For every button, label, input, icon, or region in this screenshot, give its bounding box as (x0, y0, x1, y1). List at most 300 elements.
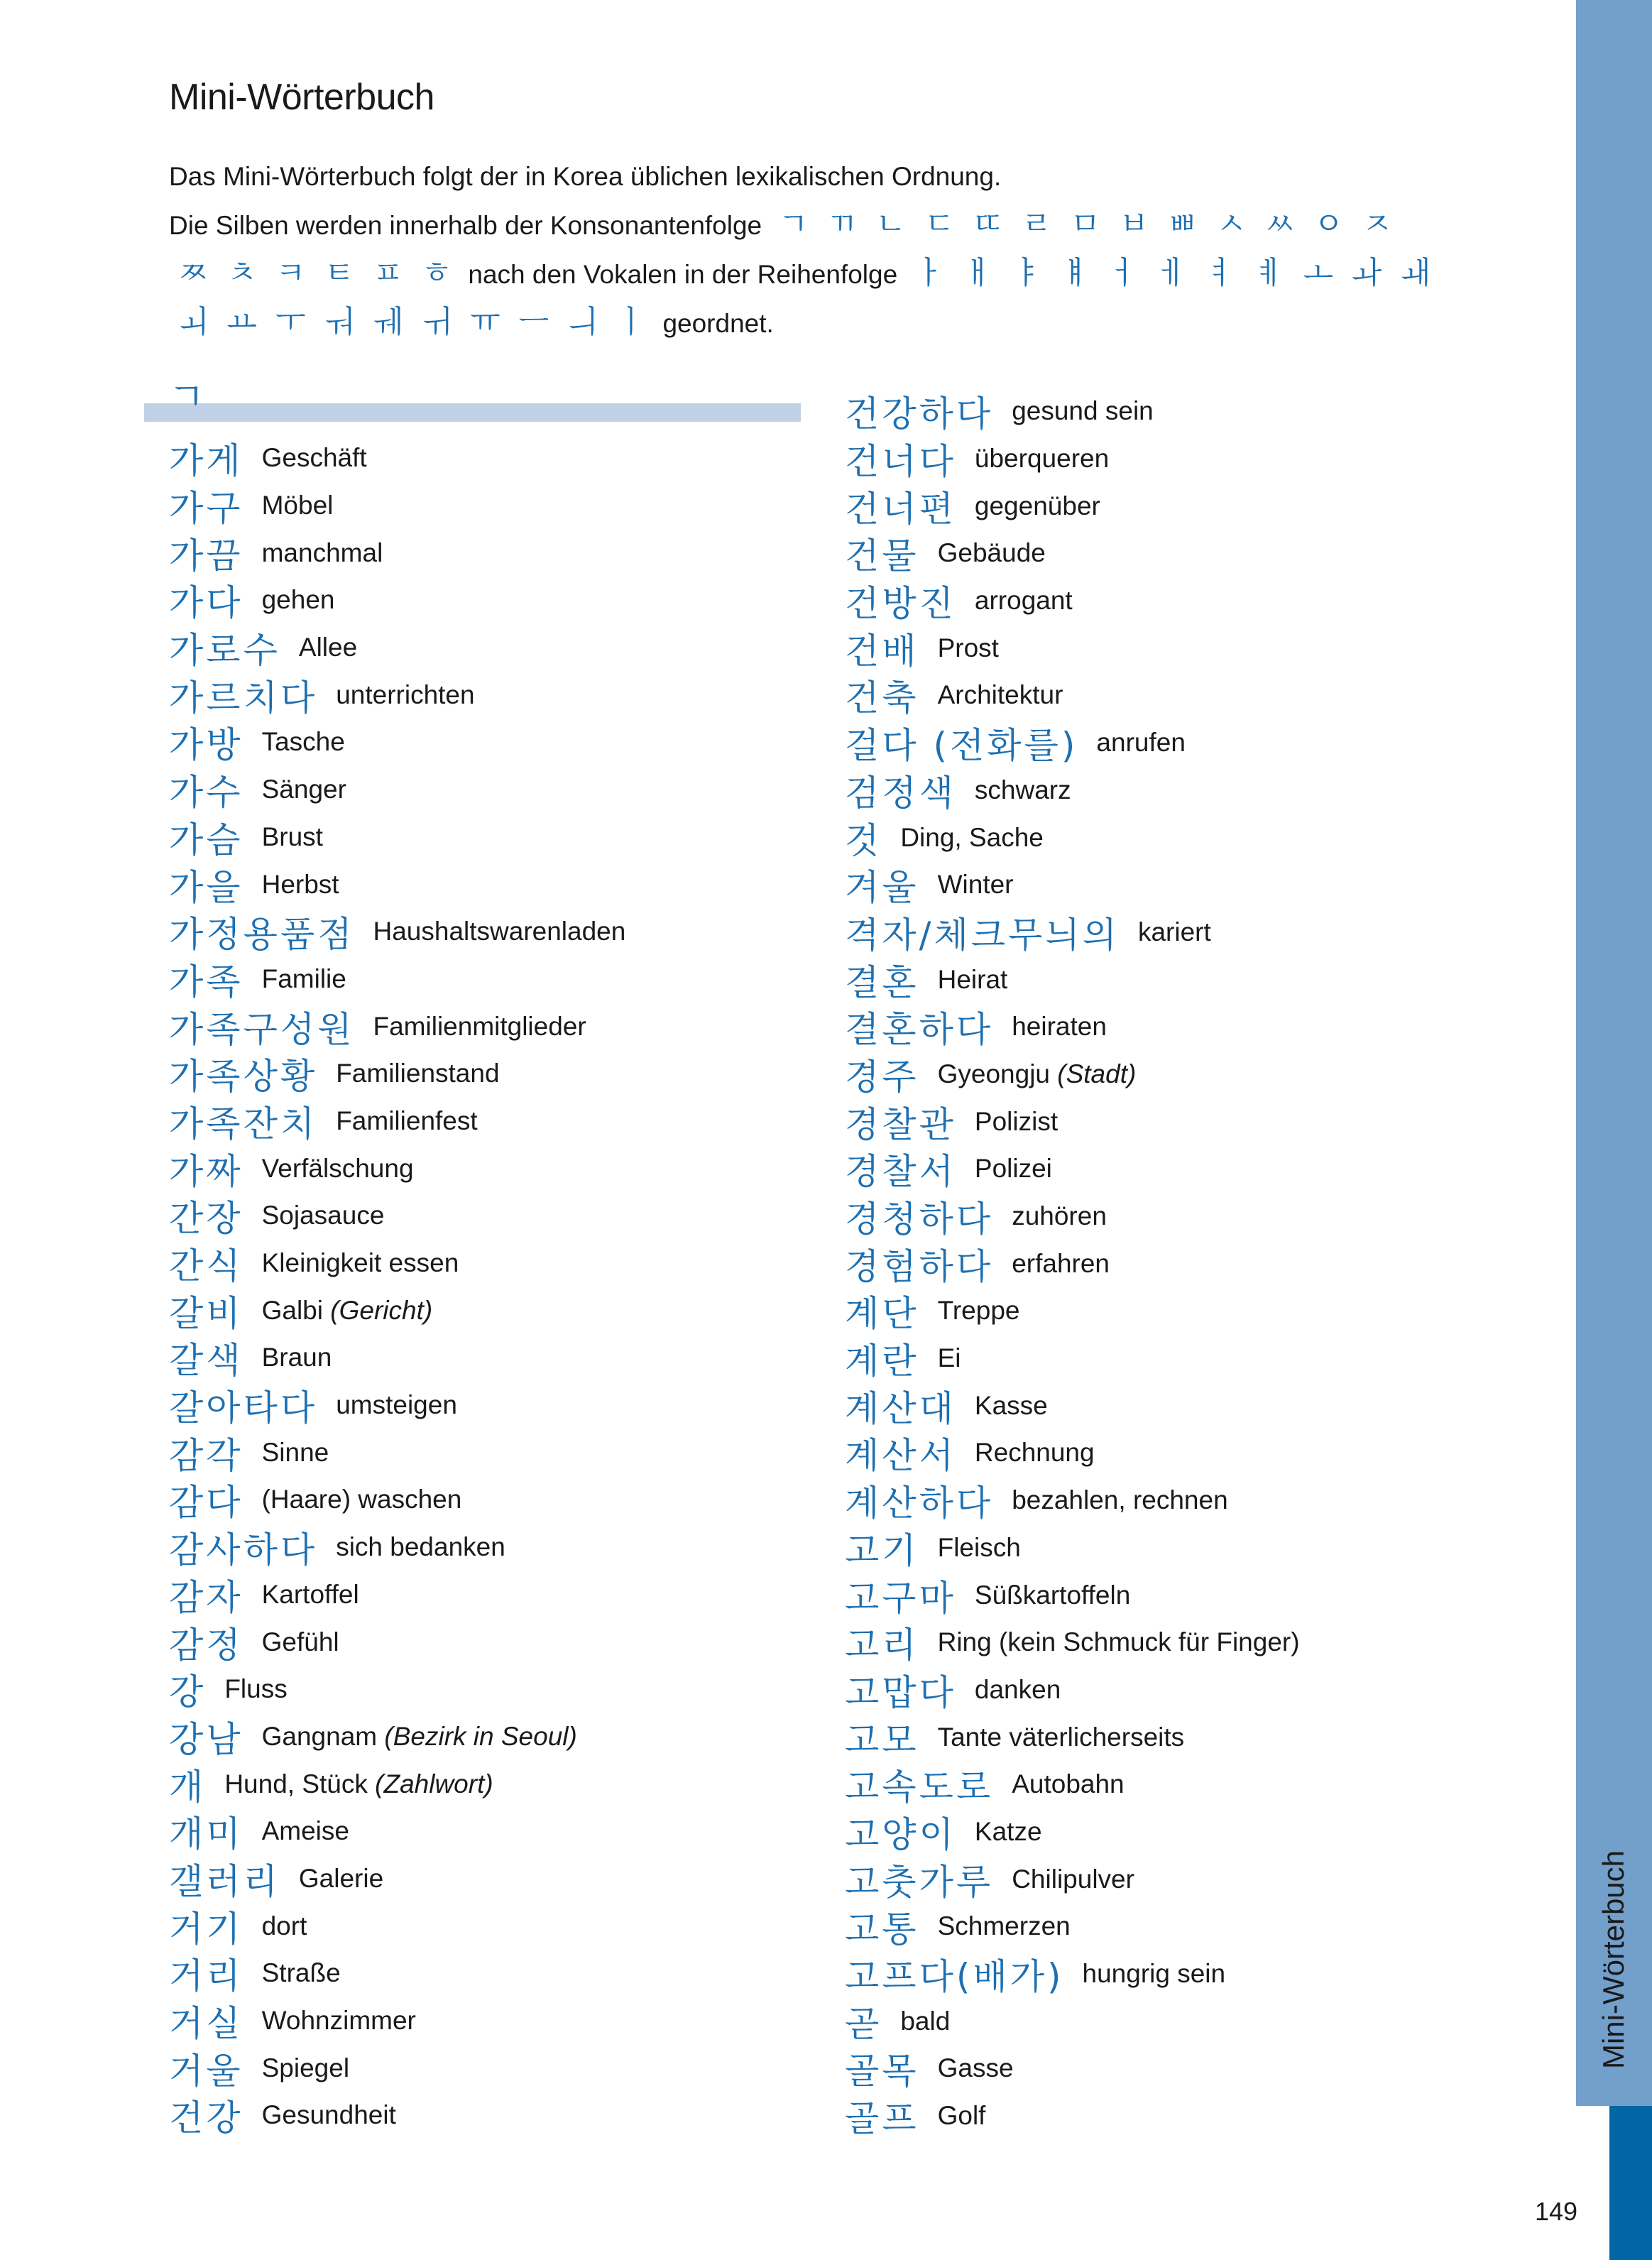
jamo-glyph: ㄸ (973, 206, 1003, 242)
translation-text: Gesundheit (261, 2100, 396, 2130)
dictionary-entry (845, 1761, 1484, 1808)
translation-text: Allee (298, 633, 358, 662)
german-translation (262, 1296, 433, 1326)
dictionary-entry (144, 435, 801, 482)
side-tab-label (1582, 1818, 1646, 2102)
german-translation (1012, 1012, 1107, 1042)
korean-headword: 감각 (169, 1434, 244, 1476)
korean-headword: 고통 (845, 1909, 919, 1950)
korean-headword: 가슴 (169, 819, 244, 861)
jamo-glyph: ㅏ (914, 255, 944, 291)
german-translation (938, 1343, 961, 1373)
translation-text: (Haare) waschen (261, 1485, 462, 1514)
korean-headword: 가로수 (169, 630, 280, 672)
german-translation (262, 822, 323, 852)
translation-text: Verfälschung (261, 1153, 414, 1183)
dictionary-entry (144, 1003, 801, 1050)
korean-headword: 가방 (169, 724, 244, 766)
dictionary-entry (144, 1902, 801, 1950)
german-translation (262, 1343, 332, 1372)
german-translation (938, 1723, 1185, 1752)
dictionary-entry (845, 956, 1484, 1003)
translation-text: Kartoffel (261, 1579, 359, 1609)
jamo-glyph: ㅂ (1119, 206, 1149, 242)
jamo-glyph: ㅔ (1157, 255, 1188, 291)
dictionary-entry (845, 672, 1484, 719)
dictionary-entry (845, 719, 1484, 767)
jamo-glyph: ㅖ (1254, 255, 1285, 291)
dictionary-entry (845, 1193, 1484, 1240)
jamo-glyph: ㅝ (324, 304, 355, 340)
korean-headword: 가짜 (169, 1150, 244, 1192)
german-translation (262, 2053, 349, 2083)
intro-line-2-text: Die Silben werden innerhalb der Konsonantenfolge (169, 211, 762, 240)
dictionary-entry (144, 1760, 801, 1808)
translation-text: Fluss (224, 1674, 288, 1704)
dictionary-entry (845, 814, 1484, 861)
translation-text: bald (900, 2006, 951, 2036)
jamo-glyph: ㅉ (178, 255, 209, 291)
translation-text: Kleinigkeit essen (261, 1248, 459, 1278)
jamo-glyph: ㅁ (1070, 206, 1101, 242)
german-translation (938, 1533, 1021, 1563)
dictionary-entry (144, 1666, 801, 1713)
german-translation (938, 2053, 1014, 2083)
jamo-glyph: ㅌ (324, 255, 355, 291)
dictionary-entry (144, 1192, 801, 1240)
german-translation (262, 1485, 462, 1514)
german-translation (975, 1817, 1042, 1847)
translation-text: Familienmitglieder (373, 1011, 586, 1041)
translation-text: Familienstand (336, 1059, 500, 1088)
dictionary-entry (144, 1050, 801, 1098)
german-translation (262, 538, 383, 568)
dictionary-entry (144, 1855, 801, 1903)
side-strip (1609, 2106, 1652, 2260)
jamo-glyph: ㅓ (1108, 255, 1139, 291)
korean-headword: 가족상황 (169, 1056, 318, 1098)
translation-text: Polizei (974, 1154, 1052, 1184)
dictionary-entry (845, 1145, 1484, 1193)
translation-text: Hund, Stück (224, 1769, 368, 1798)
german-translation (336, 1106, 477, 1136)
translation-text: Haushaltswarenladen (373, 917, 626, 946)
german-translation (1012, 1485, 1227, 1515)
korean-headword: 거기 (169, 1908, 244, 1950)
german-translation (975, 775, 1071, 805)
translation-text: Möbel (261, 491, 334, 520)
german-translation (1138, 917, 1211, 947)
korean-headword: 거울 (169, 2050, 244, 2092)
vowel-sequence-a (904, 255, 1440, 291)
intro-line-3 (169, 249, 1532, 298)
korean-headword: 건물 (845, 535, 919, 577)
section-letter: ㄱ (168, 374, 206, 419)
translation-text: arrogant (974, 586, 1073, 616)
dictionary-entry (845, 1950, 1484, 1998)
translation-text: Brust (261, 821, 323, 851)
german-translation (938, 680, 1063, 710)
korean-headword: 건강하다 (845, 393, 994, 435)
german-translation (373, 917, 626, 946)
jamo-glyph: ㅙ (1400, 255, 1431, 291)
korean-headword: 감사하다 (169, 1529, 318, 1571)
jamo-glyph: ㅛ (226, 304, 258, 340)
german-translation (262, 1816, 349, 1846)
dictionary-entry (845, 577, 1484, 625)
dictionary-entry (845, 1240, 1484, 1287)
dictionary-entry (144, 624, 801, 672)
korean-headword: 경찰서 (845, 1151, 956, 1193)
german-translation (262, 1580, 359, 1610)
german-translation (1012, 1201, 1107, 1231)
page-title: Mini-Wörterbuch (169, 76, 434, 118)
korean-headword: 걸다 (전화를) (845, 725, 1078, 767)
translation-text: Süßkartoffeln (974, 1580, 1131, 1610)
translation-text: Gasse (937, 2053, 1014, 2083)
dictionary-entry (845, 482, 1484, 530)
korean-headword: 건방진 (845, 583, 956, 625)
korean-headword: 갈비 (169, 1292, 244, 1334)
german-translation (938, 1911, 1071, 1941)
german-translation (938, 870, 1014, 900)
korean-headword: 개 (169, 1766, 207, 1808)
jamo-glyph: ㅣ (616, 304, 647, 340)
translation-text: Braun (261, 1343, 332, 1372)
dictionary-entry (144, 766, 801, 814)
korean-headword: 가을 (169, 866, 244, 908)
korean-headword: 격자/체크무늬의 (845, 914, 1120, 956)
german-translation (299, 633, 357, 662)
dictionary-entry (845, 1666, 1484, 1714)
german-translation (938, 965, 1008, 995)
dictionary-entry (845, 435, 1484, 483)
german-translation (224, 1769, 493, 1799)
korean-headword: 계란 (845, 1341, 919, 1382)
translation-text: Chilipulver (1012, 1864, 1134, 1894)
german-translation (1096, 728, 1186, 758)
dictionary-entry (845, 1713, 1484, 1761)
jamo-glyph: ㅞ (373, 304, 403, 340)
side-tab-label-text: Mini-Wörterbuch (1597, 1850, 1631, 2070)
dictionary-entry (845, 1335, 1484, 1382)
german-translation (975, 444, 1109, 474)
jamo-glyph: ㅚ (178, 304, 209, 340)
korean-headword: 건축 (845, 677, 919, 719)
translation-text: gesund sein (1012, 396, 1154, 426)
translation-text: unterrichten (336, 679, 475, 709)
dictionary-entry (144, 1618, 801, 1666)
dictionary-entry (845, 1571, 1484, 1619)
korean-headword: 거실 (169, 2003, 244, 2045)
dictionary-entry (144, 908, 801, 956)
german-translation (938, 1296, 1020, 1326)
translation-note: (Stadt) (1057, 1059, 1137, 1088)
german-translation (262, 2006, 416, 2036)
german-translation (262, 1722, 577, 1752)
dictionary-entry (845, 767, 1484, 814)
korean-headword: 건너편 (845, 488, 956, 530)
translation-text: umsteigen (336, 1390, 457, 1420)
jamo-glyph: ㅠ (470, 304, 500, 340)
german-translation (975, 1154, 1052, 1184)
dictionary-entry (144, 1382, 801, 1429)
dictionary-entry (144, 577, 801, 624)
translation-text: Straße (261, 1958, 341, 1988)
jamo-glyph: ㅐ (962, 255, 993, 291)
korean-headword: 건강 (169, 2097, 244, 2139)
korean-headword: 가게 (169, 440, 244, 482)
jamo-glyph: ㄹ (1022, 206, 1052, 242)
german-translation (262, 1154, 414, 1184)
dictionary-entry (144, 814, 801, 861)
dictionary-entry (845, 1287, 1484, 1335)
translation-text: Gangnam (261, 1721, 378, 1751)
translation-text: hungrig sein (1082, 1959, 1226, 1989)
german-translation (938, 538, 1046, 568)
jamo-glyph: ㅟ (421, 304, 452, 340)
translation-text: Ei (937, 1343, 961, 1373)
translation-text: Architektur (937, 680, 1063, 710)
korean-headword: 가다 (169, 582, 244, 624)
translation-text: Fleisch (937, 1532, 1021, 1562)
translation-text: anrufen (1096, 728, 1186, 758)
dictionary-column-left (144, 374, 801, 2139)
jamo-glyph: ㅊ (226, 255, 258, 291)
korean-headword: 경험하다 (845, 1245, 994, 1287)
intro-line-2 (169, 200, 1532, 249)
jamo-glyph: ㅋ (275, 255, 306, 291)
korean-headword: 고춧가루 (845, 1861, 994, 1903)
german-translation (1012, 1865, 1134, 1894)
german-translation (224, 1674, 287, 1704)
translation-text: danken (974, 1674, 1061, 1704)
german-translation (1012, 1769, 1124, 1799)
translation-text: Sänger (261, 775, 346, 804)
jamo-glyph: ㅑ (1011, 255, 1041, 291)
german-translation (336, 1532, 505, 1562)
dictionary-entry (144, 861, 801, 908)
translation-text: zuhören (1012, 1201, 1107, 1231)
dictionary-entry (144, 482, 801, 530)
intro-line-4-text: geordnet. (662, 309, 774, 338)
translation-text: Sojasauce (261, 1201, 385, 1230)
korean-headword: 갈아타다 (169, 1387, 318, 1429)
german-translation (262, 1248, 459, 1278)
korean-headword: 감정 (169, 1624, 244, 1666)
korean-headword: 가구 (169, 488, 244, 530)
jamo-glyph: ㅡ (518, 304, 549, 340)
german-translation (373, 1012, 586, 1042)
translation-text: Gebäude (937, 538, 1046, 568)
translation-note: (Gericht) (330, 1295, 433, 1325)
korean-headword: 가정용품점 (169, 914, 355, 956)
dictionary-entry (845, 1855, 1484, 1903)
german-translation (1012, 396, 1154, 426)
dictionary-entry (144, 1808, 801, 1855)
translation-text: Katze (974, 1816, 1042, 1846)
translation-text: Ding, Sache (900, 822, 1044, 852)
translation-text: gegenüber (974, 491, 1100, 520)
jamo-glyph: ㅕ (1205, 255, 1237, 291)
korean-headword: 건너다 (845, 441, 956, 483)
korean-headword: 갤러리 (169, 1860, 280, 1902)
german-translation (975, 1675, 1061, 1705)
dictionary-entry (144, 1476, 801, 1524)
korean-headword: 가족 (169, 961, 244, 1003)
german-translation (1012, 1249, 1110, 1279)
german-translation (262, 1627, 339, 1657)
consonant-sequence-a (769, 206, 1401, 242)
jamo-glyph: ㅆ (1264, 206, 1296, 242)
dictionary-entry (845, 1903, 1484, 1950)
german-translation (938, 2101, 986, 2131)
dictionary-entry (845, 1808, 1484, 1856)
jamo-glyph: ㅇ (1313, 206, 1344, 242)
korean-headword: 거리 (169, 1955, 244, 1997)
intro-line-1: Das Mini-Wörterbuch folgt der in Korea üblichen lexikalischen Ordnung. (169, 162, 1002, 191)
translation-text: Wohnzimmer (261, 2006, 416, 2036)
dictionary-entry (845, 1051, 1484, 1098)
german-translation (299, 1864, 383, 1894)
jamo-glyph: ㅢ (567, 304, 598, 340)
korean-headword: 가수 (169, 772, 244, 814)
korean-headword: 고리 (845, 1625, 919, 1666)
translation-text: Winter (937, 870, 1014, 900)
korean-headword: 고맙다 (845, 1671, 956, 1713)
german-translation (975, 586, 1073, 616)
korean-headword: 고모 (845, 1719, 919, 1761)
jamo-glyph: ㅘ (1352, 255, 1382, 291)
jamo-glyph: ㄱ (778, 206, 809, 242)
korean-headword: 경찰관 (845, 1103, 956, 1145)
translation-note: (Bezirk in Seoul) (384, 1721, 577, 1751)
german-translation (336, 1390, 457, 1420)
translation-text: Tasche (261, 727, 345, 757)
german-translation (975, 1581, 1130, 1610)
translation-text: Schmerzen (937, 1911, 1071, 1941)
translation-text: Sinne (261, 1437, 329, 1467)
korean-headword: 곧 (845, 2003, 882, 2045)
german-translation (975, 1391, 1048, 1421)
translation-text: Treppe (937, 1296, 1020, 1326)
translation-text: Familienfest (336, 1106, 478, 1135)
dictionary-entry (144, 2092, 801, 2139)
korean-headword: 결혼 (845, 961, 919, 1003)
jamo-glyph: ㄴ (875, 206, 906, 242)
german-translation (938, 1059, 1137, 1089)
translation-text: Galbi (261, 1295, 323, 1325)
jamo-glyph: ㄷ (924, 206, 955, 242)
german-translation (262, 1958, 341, 1988)
translation-text: kariert (1137, 917, 1211, 946)
dictionary-entry (845, 2092, 1484, 2140)
korean-headword: 경주 (845, 1056, 919, 1098)
translation-text: Prost (937, 633, 999, 662)
german-translation (262, 585, 335, 615)
korean-headword: 골프 (845, 2098, 919, 2140)
german-translation (262, 1201, 385, 1230)
korean-headword: 고속도로 (845, 1767, 994, 1808)
dictionary-entry (144, 671, 801, 719)
german-translation (262, 964, 346, 994)
korean-headword: 건배 (845, 630, 919, 672)
german-translation (975, 491, 1100, 521)
translation-text: Herbst (261, 869, 339, 899)
korean-headword: 고기 (845, 1529, 919, 1571)
german-translation (938, 1627, 1300, 1657)
translation-note: (Zahlwort) (375, 1769, 493, 1798)
dictionary-entry (845, 1619, 1484, 1666)
german-translation (262, 443, 367, 473)
german-translation (262, 2100, 396, 2130)
jamo-glyph: ㅅ (1216, 206, 1247, 242)
korean-headword: 계산하다 (845, 1483, 994, 1524)
korean-headword: 가끔 (169, 535, 244, 577)
german-translation (262, 775, 346, 804)
german-translation (975, 1438, 1095, 1468)
translation-text: sich bedanken (336, 1532, 505, 1562)
dictionary-entry (845, 861, 1484, 909)
jamo-glyph: ㅜ (275, 304, 306, 340)
german-translation (262, 870, 339, 900)
translation-text: Autobahn (1012, 1769, 1125, 1799)
translation-text: Ring (kein Schmuck für Finger) (937, 1627, 1300, 1657)
korean-headword: 겨울 (845, 867, 919, 909)
translation-text: Spiegel (261, 2053, 350, 2082)
dictionary-entry (845, 388, 1484, 435)
german-translation (1083, 1959, 1226, 1989)
translation-text: Rechnung (974, 1438, 1095, 1468)
translation-text: überqueren (974, 444, 1110, 474)
korean-headword: 강 (169, 1671, 207, 1713)
jamo-glyph: ㅎ (421, 255, 452, 291)
korean-headword: 가족구성원 (169, 1008, 355, 1050)
translation-text: manchmal (261, 537, 383, 567)
korean-headword: 고프다(배가) (845, 1956, 1064, 1998)
dictionary-entry (144, 1287, 801, 1334)
korean-headword: 갈색 (169, 1340, 244, 1382)
dictionary-entry (144, 1334, 801, 1382)
korean-headword: 가족잔치 (169, 1103, 318, 1145)
dictionary-entry (144, 1098, 801, 1145)
dictionary-entry (845, 1003, 1484, 1051)
entry-list-right (845, 388, 1484, 2139)
dictionary-entry (144, 529, 801, 577)
korean-headword: 계산서 (845, 1435, 956, 1477)
korean-headword: 가르치다 (169, 677, 318, 719)
german-translation (336, 680, 474, 710)
german-translation (262, 491, 334, 520)
consonant-sequence-b (169, 255, 461, 291)
dictionary-entry (845, 624, 1484, 672)
translation-text: Galerie (298, 1863, 384, 1893)
korean-headword: 것 (845, 819, 882, 861)
korean-headword: 결혼하다 (845, 1009, 994, 1051)
intro-paragraph (169, 153, 1532, 347)
dictionary-entry (144, 2044, 801, 2092)
dictionary-entry (845, 1997, 1484, 2045)
dictionary-entry (144, 719, 801, 766)
side-tab (1576, 0, 1652, 2106)
german-translation (262, 727, 345, 757)
dictionary-entry (144, 1713, 801, 1761)
translation-text: Gefühl (261, 1627, 339, 1656)
dictionary-entry (144, 1240, 801, 1287)
dictionary-entry (845, 2045, 1484, 2092)
intro-line-3-text: nach den Vokalen in der Reihenfolge (468, 260, 898, 289)
translation-text: Golf (937, 2101, 986, 2131)
